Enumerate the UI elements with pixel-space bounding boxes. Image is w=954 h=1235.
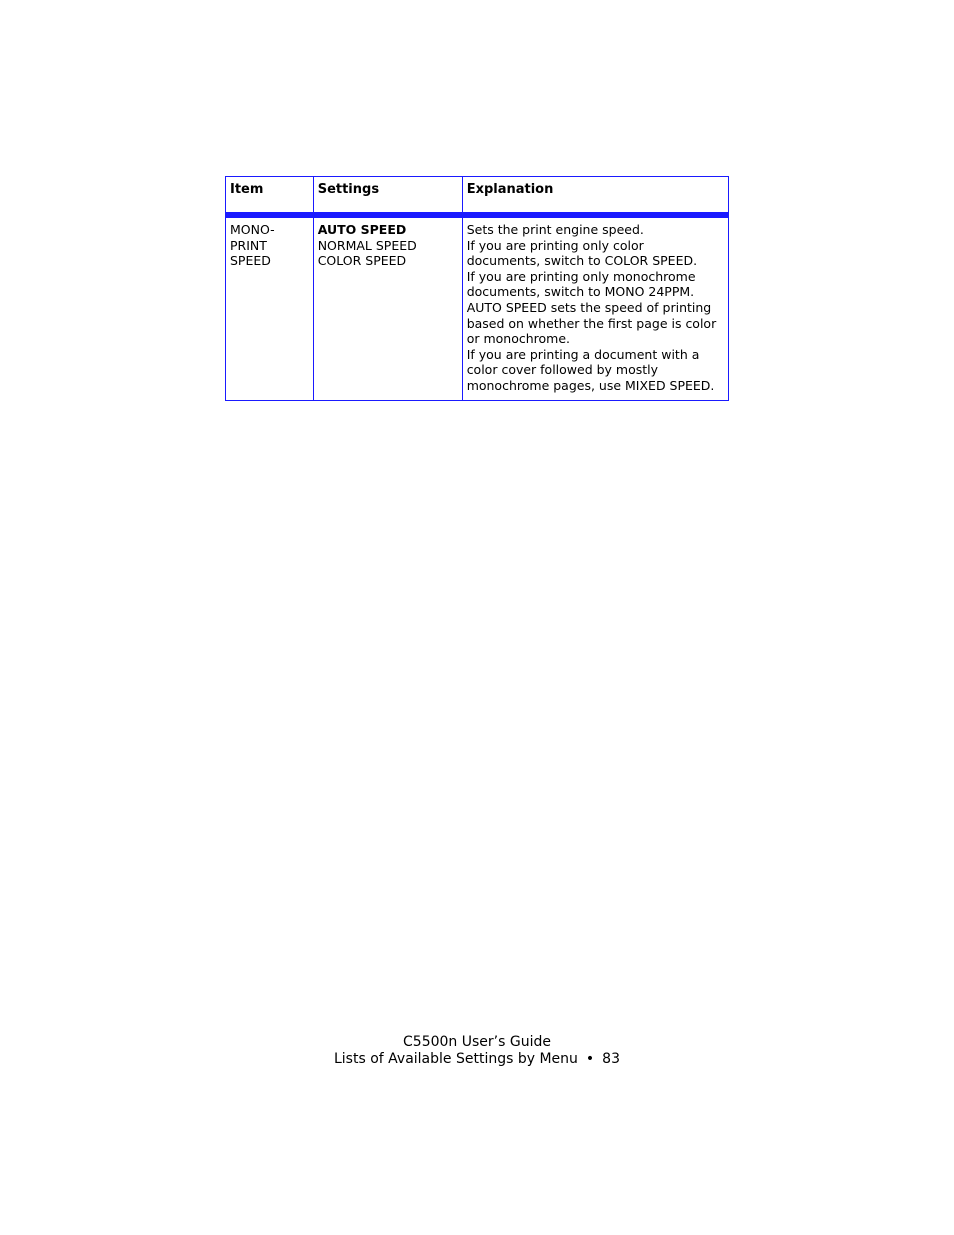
explanation-line: monochrome pages, use MIXED SPEED. [466,377,715,393]
footer-bullet: • [585,1051,595,1067]
setting-option: COLOR SPEED [317,253,407,269]
setting-default: AUTO SPEED [317,222,407,237]
header-explanation: Explanation [462,177,728,216]
explanation-line: color cover followed by mostly [466,362,659,378]
item-line: PRINT [230,237,267,253]
explanation-line: AUTO SPEED sets the speed of printing [466,299,712,315]
explanation-line: Sets the print engine speed. [466,222,644,237]
explanation-line: documents, switch to MONO 24PPM. [466,284,695,300]
page-number: 83 [602,1051,620,1067]
setting-option: NORMAL SPEED [317,237,417,253]
explanation-line: If you are printing only color [466,237,644,253]
explanation-line: based on whether the first page is color [466,315,717,331]
explanation-line: If you are printing a document with a [466,346,700,362]
table-row [226,215,729,400]
explanation-line: documents, switch to COLOR SPEED. [466,253,698,269]
settings-cell [313,215,462,400]
table-header-row [226,177,729,216]
footer-section-line [0,1051,954,1068]
explanation-line: If you are printing only monochrome [466,268,696,284]
header-item: Item [226,177,314,216]
item-line: MONO- [230,222,275,237]
explanation-line: or monochrome. [466,331,570,347]
item-cell [226,215,314,400]
explanation-cell [462,215,728,400]
settings-table [225,176,729,401]
footer-section: Lists of Available Settings by Menu [333,1051,578,1067]
header-settings: Settings [313,177,462,216]
item-line: SPEED [230,253,271,269]
footer-guide-title: C5500n User’s Guide [403,1034,551,1050]
